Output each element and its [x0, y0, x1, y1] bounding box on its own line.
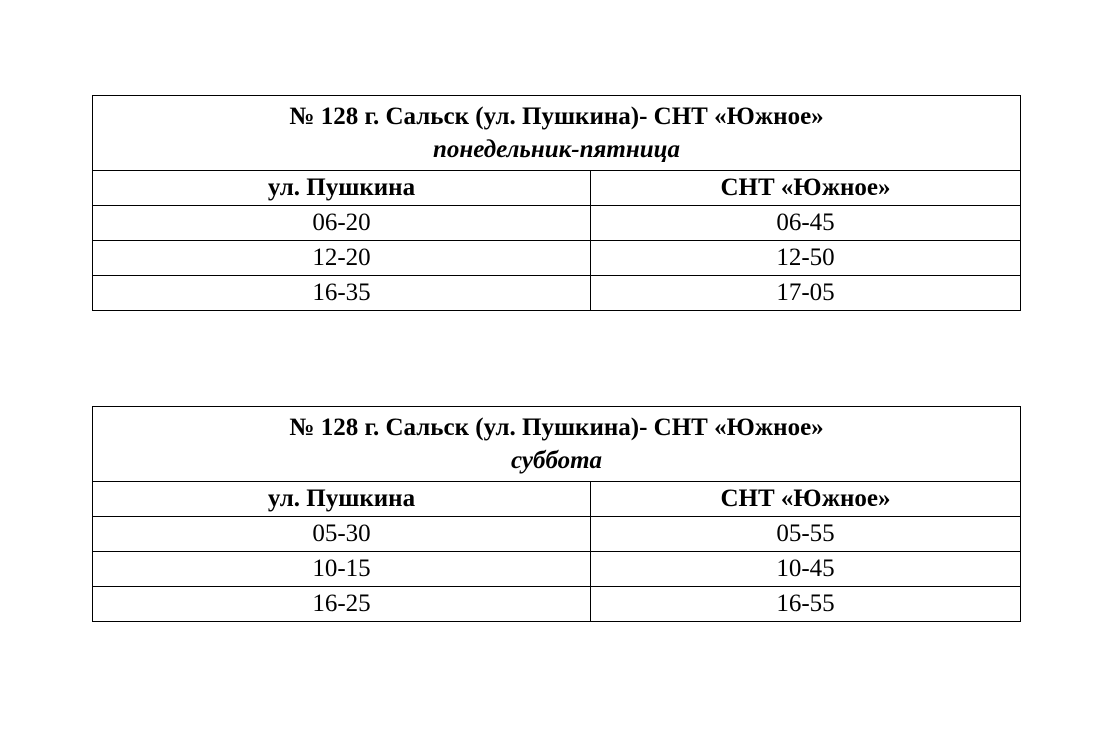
- table-header-row: [93, 482, 1021, 517]
- time-cell: 05-30: [93, 517, 591, 552]
- table-title-row: [93, 407, 1021, 482]
- time-cell: 10-45: [591, 552, 1021, 587]
- column-header-arrival: СНТ «Южное»: [591, 171, 1021, 206]
- time-cell: 06-20: [93, 206, 591, 241]
- route-title: № 128 г. Сальск (ул. Пушкина)- СНТ «Южное»: [289, 414, 824, 441]
- table-row: [93, 241, 1021, 276]
- schedule-table-weekdays: [92, 95, 1021, 311]
- time-cell: 16-55: [591, 587, 1021, 622]
- table-row: [93, 517, 1021, 552]
- table-row: [93, 276, 1021, 311]
- service-days: понедельник-пятница: [432, 136, 681, 163]
- column-header-departure: ул. Пушкина: [93, 482, 591, 517]
- time-cell: 16-25: [93, 587, 591, 622]
- time-cell: 12-50: [591, 241, 1021, 276]
- table-title: [93, 407, 1021, 482]
- column-header-arrival: СНТ «Южное»: [591, 482, 1021, 517]
- time-cell: 17-05: [591, 276, 1021, 311]
- table-header-row: [93, 171, 1021, 206]
- table-row: [93, 206, 1021, 241]
- table-title-row: [93, 96, 1021, 171]
- route-title: № 128 г. Сальск (ул. Пушкина)- СНТ «Южное»: [289, 103, 824, 130]
- table-row: [93, 587, 1021, 622]
- table-title: [93, 96, 1021, 171]
- table-row: [93, 552, 1021, 587]
- time-cell: 05-55: [591, 517, 1021, 552]
- time-cell: 12-20: [93, 241, 591, 276]
- service-days: суббота: [510, 447, 603, 474]
- time-cell: 06-45: [591, 206, 1021, 241]
- schedule-table-saturday: [92, 406, 1021, 622]
- time-cell: 16-35: [93, 276, 591, 311]
- column-header-departure: ул. Пушкина: [93, 171, 591, 206]
- time-cell: 10-15: [93, 552, 591, 587]
